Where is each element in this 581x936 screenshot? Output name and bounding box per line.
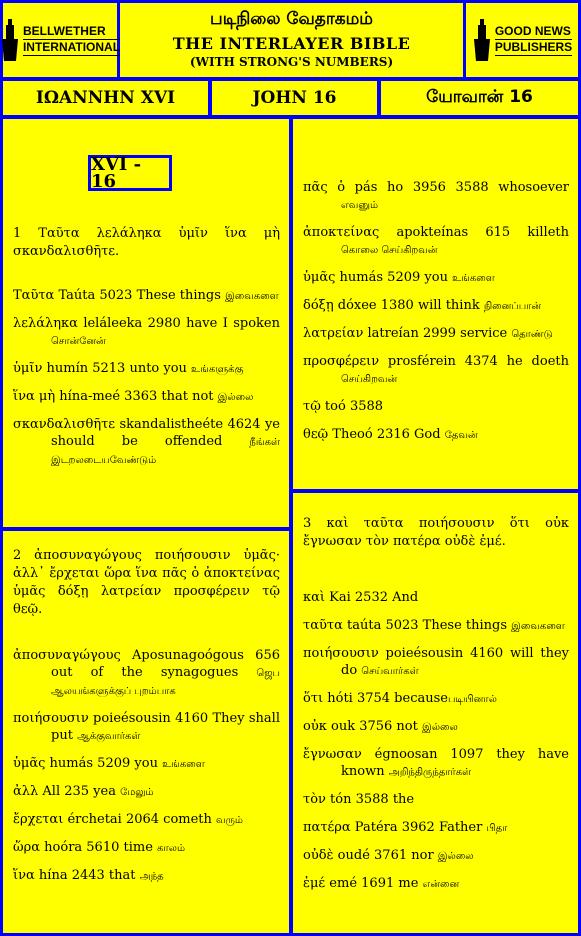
word-entry: ὑμῖν humín 5213 unto you உங்களுக்கு: [13, 361, 244, 376]
word-entry: λελάληκα leláleeka 2980 have I spoken சொன்னேன்: [13, 316, 280, 347]
word-entry: σκανδαλισθῆτε skandalistheéte 4624 ye should be offended நீங்கள் இடறலடையவேண்டும்: [13, 417, 280, 466]
word-entry: ὅτι hóti 3754 becauseபடியினால்: [303, 691, 497, 706]
word-entry: ἵνα μὴ hína-meé 3363 that not இல்லை: [13, 389, 254, 404]
verse-3-entries: [303, 589, 569, 903]
word-entry: θεῷ Theoó 2316 God தேவன்: [303, 427, 478, 442]
word-entry: δόξῃ dóxee 1380 will think நினைப்பான்: [303, 298, 542, 313]
verse-2-continued-entries: [303, 179, 569, 454]
verse-1-entries: [13, 287, 280, 479]
word-entry: ὑμᾶς humás 5209 you உங்களை: [303, 270, 495, 285]
title-sub: (WITH STRONG'S NUMBERS): [189, 55, 394, 69]
word-entry: Ταῦτα Taúta 5023 These things இவைகளை: [13, 288, 279, 303]
verse-2-entries: [13, 647, 280, 895]
word-entry: τῷ toó 3588: [303, 399, 384, 414]
logo-right-line2: PUBLISHERS: [494, 40, 573, 54]
word-entry: ταῦτα taúta 5023 These things இவைகளை: [303, 618, 565, 633]
logo-left-line2: INTERNATIONAL: [22, 40, 121, 54]
book-title-tamil: யோவான் 16: [381, 81, 578, 115]
title-main: THE INTERLAYER BIBLE: [172, 34, 411, 53]
title-tamil: படிநிலை வேதாகமம்: [210, 9, 373, 29]
word-entry: οὐδὲ oudé 3761 nor இல்லை: [303, 848, 474, 863]
word-entry: ἀποσυναγώγους Aposunagoógous 656 out of the synagogues ஜெப ஆலயங்களுக்குப் புறம்பாக: [13, 648, 280, 697]
bellwether-logo: [3, 3, 121, 77]
word-entry: ἔγνωσαν égnoosan 1097 they have known அறிந்திருந்தார்கள்: [303, 747, 569, 779]
verse-1-panel: [3, 119, 289, 527]
word-entry: προσφέρειν prosférein 4374 he doeth செய்கிறவன்: [303, 354, 569, 385]
word-entry: ἀποκτείνας apokteínas 615 killeth கொலை செய்கிறவன்: [303, 225, 569, 256]
verse-3-panel: [293, 493, 578, 933]
word-entry: ὑμᾶς humás 5209 you உங்களை: [13, 756, 205, 771]
logo-right-line1: GOOD NEWS: [494, 24, 571, 38]
word-entry: ποιήσουσιν poieésousin 4160 will they do செய்வார்கள்: [303, 646, 569, 678]
verse-2-panel: [3, 531, 289, 933]
word-entry: ἐμέ emé 1691 me என்னை: [303, 876, 460, 891]
good-news-figure-icon: [472, 17, 492, 63]
word-entry: ὥρα hoóra 5610 time காலம்: [13, 840, 186, 855]
title-block: [120, 3, 463, 77]
word-entry: ἵνα hína 2443 that அந்த: [13, 868, 164, 883]
word-entry: οὐκ ouk 3756 not இல்லை: [303, 719, 458, 734]
word-entry: πατέρα Patéra 3962 Father பிதா: [303, 820, 508, 835]
verse-2-text: 2 ἀποσυναγώγους ποιήσουσιν ὑμᾶς· ἀλλ᾽ ἔρχεται ὥρα ἵνα πᾶς ὁ ἀποκτείνας ὑμᾶς δόξῃ λατρείαν προσφέρειν τῷ θεῷ.: [13, 548, 280, 617]
book-title-greek: ΙΩΑΝΝΗΝ XVI: [3, 81, 208, 115]
good-news-logo: [466, 3, 578, 77]
verse-3-text: 3 καὶ ταῦτα ποιήσουσιν ὅτι οὐκ ἔγνωσαν τὸν πατέρα οὐδὲ ἐμέ.: [303, 516, 569, 549]
word-entry: τὸν tón 3588 the: [303, 792, 415, 807]
word-entry: ποιήσουσιν poieésousin 4160 They shall put ஆக்குவார்கள்: [13, 711, 280, 743]
word-entry: ἀλλ All 235 yea மேலும்: [13, 784, 154, 799]
verse-1-text: 1 Ταῦτα λελάληκα ὑμῖν ἵνα μὴ σκανδαλισθῆτε.: [13, 226, 280, 259]
word-entry: λατρείαν latreían 2999 service தொண்டு: [303, 326, 553, 341]
word-entry: ἔρχεται érchetai 2064 cometh வரும்: [13, 812, 243, 827]
verse-2-continued-panel: [293, 119, 578, 489]
word-entry: πᾶς ὁ pás ho 3956 3588 whosoever எவனும்: [303, 180, 569, 211]
book-title-english: JOHN 16: [212, 81, 377, 115]
logo-left-line1: BELLWETHER: [23, 24, 120, 40]
chapter-label: XVI - 16: [88, 155, 172, 191]
word-entry: καὶ Kai 2532 And: [303, 590, 419, 605]
bellwether-figure-icon: [0, 17, 20, 63]
